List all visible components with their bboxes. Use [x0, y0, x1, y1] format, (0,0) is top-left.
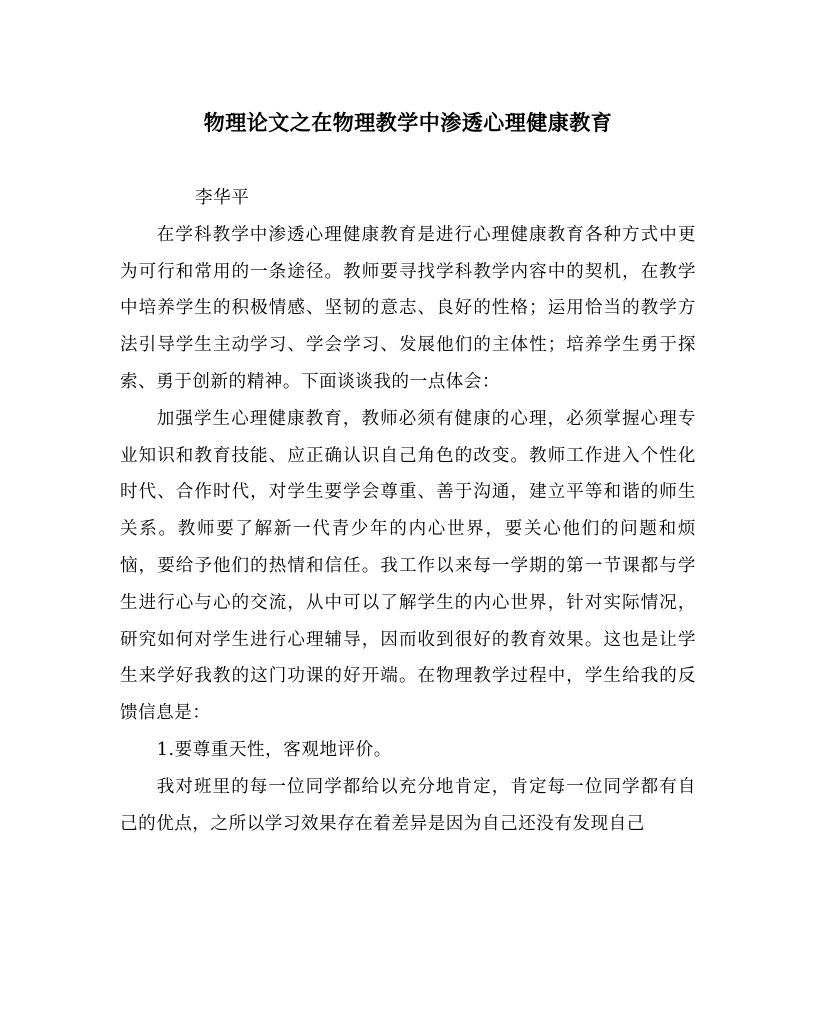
- paragraph-affirmation: 我对班里的每一位同学都给以充分地肯定，肯定每一位同学都有自己的优点，之所以学习效果存在着差异是因为自己还没有发现自己: [120, 776, 696, 834]
- author-name: 李华平: [195, 188, 250, 208]
- document-title: 物理论文之在物理教学中渗透心理健康教育: [203, 110, 613, 135]
- section-heading-1: 1.要尊重天性，客观地评价。: [156, 739, 392, 760]
- paragraph-teacher-health: 加强学生心理健康教育，教师必须有健康的心理，必须掌握心理专业知识和教育技能、应正确认识自己角色的改变。教师工作进入个性化时代、合作时代，对学生要学会尊重、善于沟通，建立平等和谐的师生关系。教师要了解新一代青少年的内心世界，要关心他们的问题和烦恼，要给予他们的热情和信任。我工作以来每一学期的第一节课都与学生进行心与心的交流，从中可以了解学生的内心世界，针对实际情况，研究如何对学生进行心理辅导，因而收到很好的教育效果。这也是让学生来学好我教的这门功课的好开端。在物理教学过程中，学生给我的反馈信息是：: [120, 408, 696, 724]
- paragraph-intro: 在学科教学中渗透心理健康教育是进行心理健康教育各种方式中更为可行和常用的一条途径。教师要寻找学科教学内容中的契机，在教学中培养学生的积极情感、坚韧的意志、良好的性格；运用恰当的教学方法引导学生主动学习、学会学习、发展他们的主体性；培养学生勇于探索、勇于创新的精神。下面谈谈我的一点体会：: [120, 224, 696, 392]
- document-body: [120, 180, 696, 842]
